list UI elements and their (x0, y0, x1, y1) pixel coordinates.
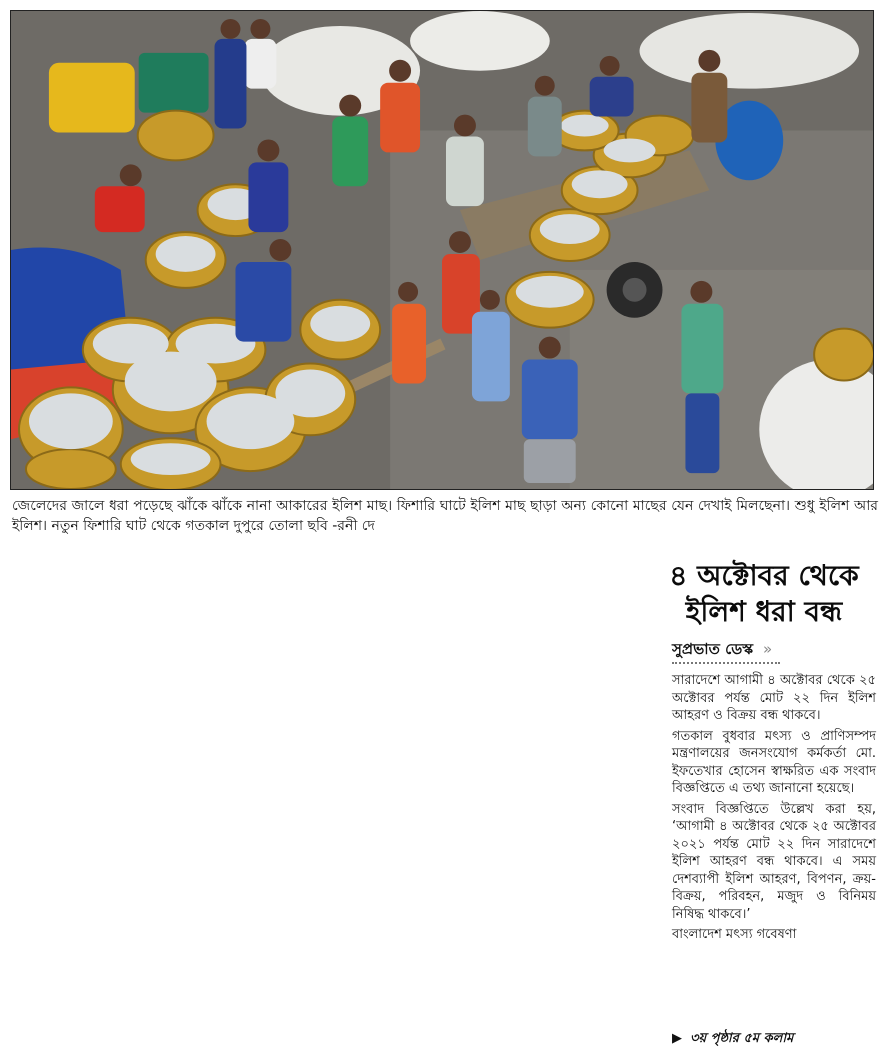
byline-text: সুপ্রভাত ডেস্ক (672, 640, 754, 658)
chevron-right-icon: » (763, 640, 773, 658)
article-paragraph: সংবাদ বিজ্ঞপ্তিতে উল্লেখ করা হয়, ‘আগামী ৪ অক্টোবর থেকে ২৫ অক্টোবর ২০২১ পর্যন্ত মোট ২২ দিন সারাদেশে ইলিশ আহরণ বন্ধ থাকবে। এ সময় দেশব্যাপী ইলিশ আহরণ, বিপণন, ক্রয়-বিক্রয়, পরিবহন, মজুদ ও বিনিময় নিষিদ্ধ থাকবে।’ (672, 801, 876, 922)
article-body (672, 672, 876, 947)
article-byline (672, 638, 780, 664)
play-arrow-icon: ▶ (672, 1031, 682, 1046)
continued-link[interactable] (672, 1030, 876, 1048)
fish-market-photo (11, 11, 873, 489)
article-paragraph: বাংলাদেশ মৎস্য গবেষণা (672, 927, 797, 942)
continued-text: ৩য় পৃষ্ঠার ৫ম কলাম (690, 1031, 794, 1046)
article-paragraph: গতকাল বুধবার মৎস্য ও প্রাণিসম্পদ মন্ত্রণালয়ের জনসংযোগ কর্মকর্তা মো. ইফতেখার হোসেন স্বাক্ষরিত এক সংবাদ বিজ্ঞপ্তিতে এ তথ্য জানানো হয়েছে। (672, 728, 876, 796)
article-headline: ৪ অক্টোবর থেকে ইলিশ ধরা বন্ধ (669, 559, 859, 628)
news-photo (10, 10, 874, 490)
photo-caption: জেলেদের জালে ধরা পড়েছে ঝাঁকে ঝাঁকে নানা আকারের ইলিশ মাছ। ফিশারি ঘাটে ইলিশ মাছ ছাড়া অন্য কোনো মাছের যেন দেখাই মিলছেনা। শুধু ইলিশ আর ইলিশ। নতুন ফিশারি ঘাট থেকে গতকাল দুপুরে তোলা ছবি -রনী দে (12, 498, 878, 534)
article-paragraph: সারাদেশে আগামী ৪ অক্টোবর থেকে ২৫ অক্টোবর পর্যন্ত মোট ২২ দিন ইলিশ আহরণ ও বিক্রয় বন্ধ থাকবে। (672, 673, 876, 723)
